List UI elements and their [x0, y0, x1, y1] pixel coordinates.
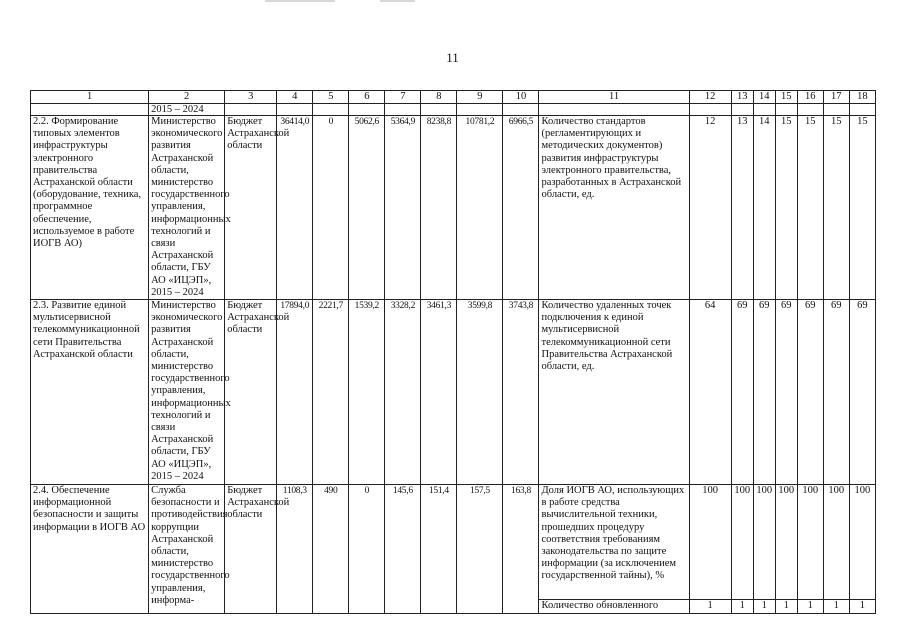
- indicator-value: 14: [753, 116, 775, 300]
- indicator-value: 69: [775, 300, 797, 485]
- indicator-value: 1: [849, 600, 875, 614]
- executor: Министерство экономического развития Астраханской области, министерство государственного управления, информационных технологий и связи Астраханской области, ГБУ АО «ИЦЭП», 2015 – 2024: [149, 300, 225, 485]
- amount-year: 151,4: [421, 485, 457, 614]
- amount-total: 1108,3: [277, 485, 313, 614]
- column-header: 7: [385, 91, 421, 104]
- indicator-value: 64: [689, 300, 731, 485]
- amount-year: 3599,8: [457, 300, 503, 485]
- column-header: 15: [775, 91, 797, 104]
- indicator-value: 100: [753, 485, 775, 600]
- indicator-value: 1: [797, 600, 823, 614]
- indicator-value: 15: [775, 116, 797, 300]
- indicator-value: 1: [731, 600, 753, 614]
- indicator: Количество удаленных точек подключения к единой мультисервисной телекоммуникационной сети Правительства Астраханской области, ед.: [539, 300, 689, 485]
- amount-year: 3461,3: [421, 300, 457, 485]
- amount-year: 8238,8: [421, 116, 457, 300]
- indicator-value: 1: [775, 600, 797, 614]
- amount-year: 3743,8: [503, 300, 539, 485]
- amount-year: 0: [349, 485, 385, 614]
- column-header: 3: [225, 91, 277, 104]
- column-header: 10: [503, 91, 539, 104]
- table-row: [31, 116, 876, 300]
- indicator-value: 1: [689, 600, 731, 614]
- column-header: 18: [849, 91, 875, 104]
- executor: Министерство экономического развития Астраханской области, министерство государственного управления, информационных технологий и связи Астраханской области, ГБУ АО «ИЦЭП», 2015 – 2024: [149, 116, 225, 300]
- column-header: 1: [31, 91, 149, 104]
- indicator-value: 100: [823, 485, 849, 600]
- indicator-value: 69: [753, 300, 775, 485]
- indicator-value: 1: [823, 600, 849, 614]
- column-header: 2: [149, 91, 225, 104]
- measure-name: 2.4. Обеспечение информационной безопасности и защиты информации в ИОГВ АО: [31, 485, 149, 614]
- scan-artifact: [265, 0, 335, 2]
- indicator-value: 100: [775, 485, 797, 600]
- indicator-value: 1: [753, 600, 775, 614]
- amount-year: 6966,5: [503, 116, 539, 300]
- page-number: 11: [446, 50, 459, 65]
- executor: Служба безопасности и противодействия коррупции Астраханской области, министерство государственного управления, информа-: [149, 485, 225, 614]
- indicator-value: 15: [849, 116, 875, 300]
- measure-name: 2.2. Формирование типовых элементов инфраструктуры электронного правительства Астраханской области (оборудование, техника, программное обеспечение, используемое в работе ИОГВ АО): [31, 116, 149, 300]
- indicator-value: 15: [823, 116, 849, 300]
- amount-year: 3328,2: [385, 300, 421, 485]
- amount-year: 145,6: [385, 485, 421, 614]
- column-header: 5: [313, 91, 349, 104]
- amount-year: 1539,2: [349, 300, 385, 485]
- column-header: 6: [349, 91, 385, 104]
- program-measures-table: [30, 90, 876, 614]
- indicator-value: 13: [731, 116, 753, 300]
- funding-source: Бюджет Астраханской области: [225, 116, 277, 300]
- indicator-value: 69: [823, 300, 849, 485]
- amount-year: 2221,7: [313, 300, 349, 485]
- indicator: Количество стандартов (регламентирующих и методических документов) развития инфраструктуры электронного правительства, разработанных в Астраханской области, ед.: [539, 116, 689, 300]
- indicator-value: 100: [689, 485, 731, 600]
- funding-source: Бюджет Астраханской области: [225, 300, 277, 485]
- amount-total: 36414,0: [277, 116, 313, 300]
- amount-year: 490: [313, 485, 349, 614]
- scan-artifact: [380, 0, 415, 2]
- indicator-value: 100: [849, 485, 875, 600]
- column-header: 11: [539, 91, 689, 104]
- column-number-row: [31, 91, 876, 104]
- column-header: 16: [797, 91, 823, 104]
- amount-year: 5364,9: [385, 116, 421, 300]
- indicator-value: 100: [731, 485, 753, 600]
- indicator-value: 100: [797, 485, 823, 600]
- column-header: 8: [421, 91, 457, 104]
- column-header: 13: [731, 91, 753, 104]
- table-row: [31, 300, 876, 485]
- indicator-value: 69: [849, 300, 875, 485]
- amount-year: 163,8: [503, 485, 539, 614]
- carryover-row: [31, 104, 876, 116]
- column-header: 14: [753, 91, 775, 104]
- amount-total: 17894,0: [277, 300, 313, 485]
- amount-year: 10781,2: [457, 116, 503, 300]
- column-header: 4: [277, 91, 313, 104]
- column-header: 17: [823, 91, 849, 104]
- table-row: [31, 485, 876, 600]
- amount-year: 5062,6: [349, 116, 385, 300]
- indicator-value: 69: [731, 300, 753, 485]
- column-header: 12: [689, 91, 731, 104]
- column-header: 9: [457, 91, 503, 104]
- indicator-value: 15: [797, 116, 823, 300]
- indicator-value: 12: [689, 116, 731, 300]
- measure-name: 2.3. Развитие единой мультисервисной телекоммуникационной сети Правительства Астраханской области: [31, 300, 149, 485]
- indicator-value: 69: [797, 300, 823, 485]
- executor-period: 2015 – 2024: [149, 104, 225, 116]
- indicator: Доля ИОГВ АО, использующих в работе средства вычислительной техники, прошедших процедуру соответствия требованиям законодательства по защите информации (за исключением государственной тайны), %: [539, 485, 689, 600]
- funding-source: Бюджет Астраханской области: [225, 485, 277, 614]
- indicator: Количество обновленного: [539, 600, 689, 614]
- amount-year: 0: [313, 116, 349, 300]
- amount-year: 157,5: [457, 485, 503, 614]
